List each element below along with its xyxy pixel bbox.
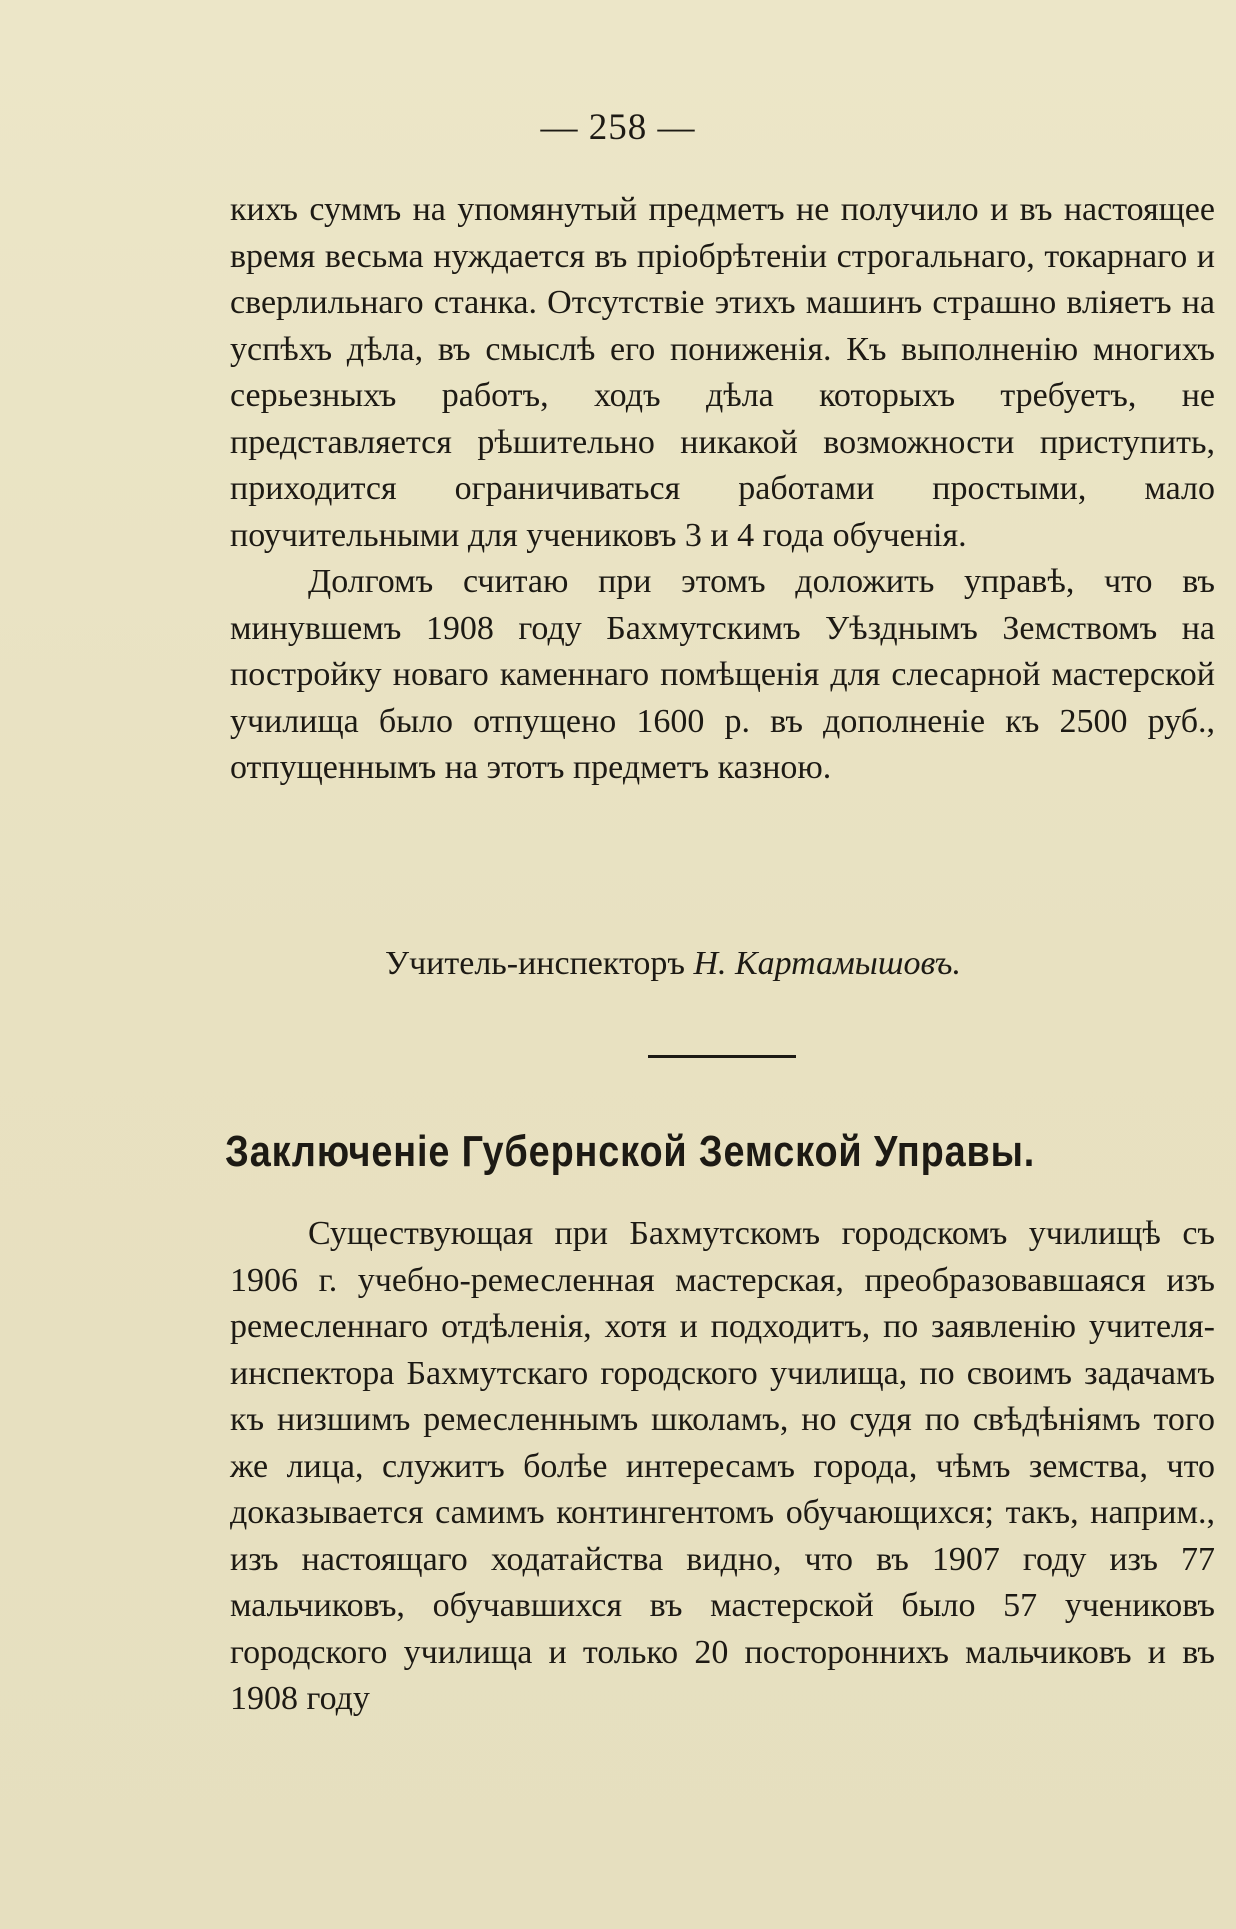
section-divider (648, 1055, 796, 1058)
page-number: — 258 — (540, 107, 696, 148)
paragraph-conclusion: Существующая при Бахмутскомъ городскомъ училищѣ съ 1906 г. учебно-ремесленная мастерская, преобразовавшаяся изъ ремесленнаго отдѣленія, хотя и подходитъ, по заявленію учителя-инспектора Бахмутскаго городского училища, по своимъ задачамъ къ низшимъ ремесленнымъ школамъ, но судя по свѣдѣніямъ того же лица, служитъ болѣе интересамъ города, чѣмъ земства, что доказывается самимъ контингентомъ обучающихся; такъ, наприм., изъ настоящаго ходатайства видно, что въ 1907 году изъ 77 мальчиковъ, обучавшихся въ мастерской было 57 учениковъ городского училища и только 20 постороннихъ мальчиковъ и въ 1908 году (230, 1215, 1215, 1717)
text-block-bottom (230, 1211, 1215, 1723)
paragraph-continuation: кихъ суммъ на упомянутый предметъ не получило и въ настоящее время весьма нуждается въ пріобрѣтеніи строгальнаго, токарнаго и сверлильнаго станка. Отсутствіе этихъ машинъ страшно вліяетъ на успѣхъ дѣла, въ смыслѣ его пониженія. Къ выполненію многихъ серьезныхъ работъ, ходъ дѣла которыхъ требуетъ, не представляется рѣшительно никакой возможности приступить, приходится ограничиваться работами простыми, мало поучительными для учениковъ 3 и 4 года обученія. (230, 191, 1215, 554)
section-heading: Заключеніе Губернской Земской Управы. (225, 1127, 1036, 1176)
signature (385, 945, 961, 983)
signature-title: Учитель-инспекторъ (385, 945, 685, 982)
paragraph-report: Долгомъ считаю при этомъ доложить управѣ, что въ минувшемъ 1908 году Бахмутскимъ Уѣзднымъ Земствомъ на постройку новаго каменнаго помѣщенія для слесарной мастерской училища было отпущено 1600 р. въ дополненіе къ 2500 руб., отпущеннымъ на этотъ предметъ казною. (230, 563, 1215, 786)
signature-name: Н. Картамышовъ. (693, 945, 961, 982)
text-block-top (230, 187, 1215, 792)
